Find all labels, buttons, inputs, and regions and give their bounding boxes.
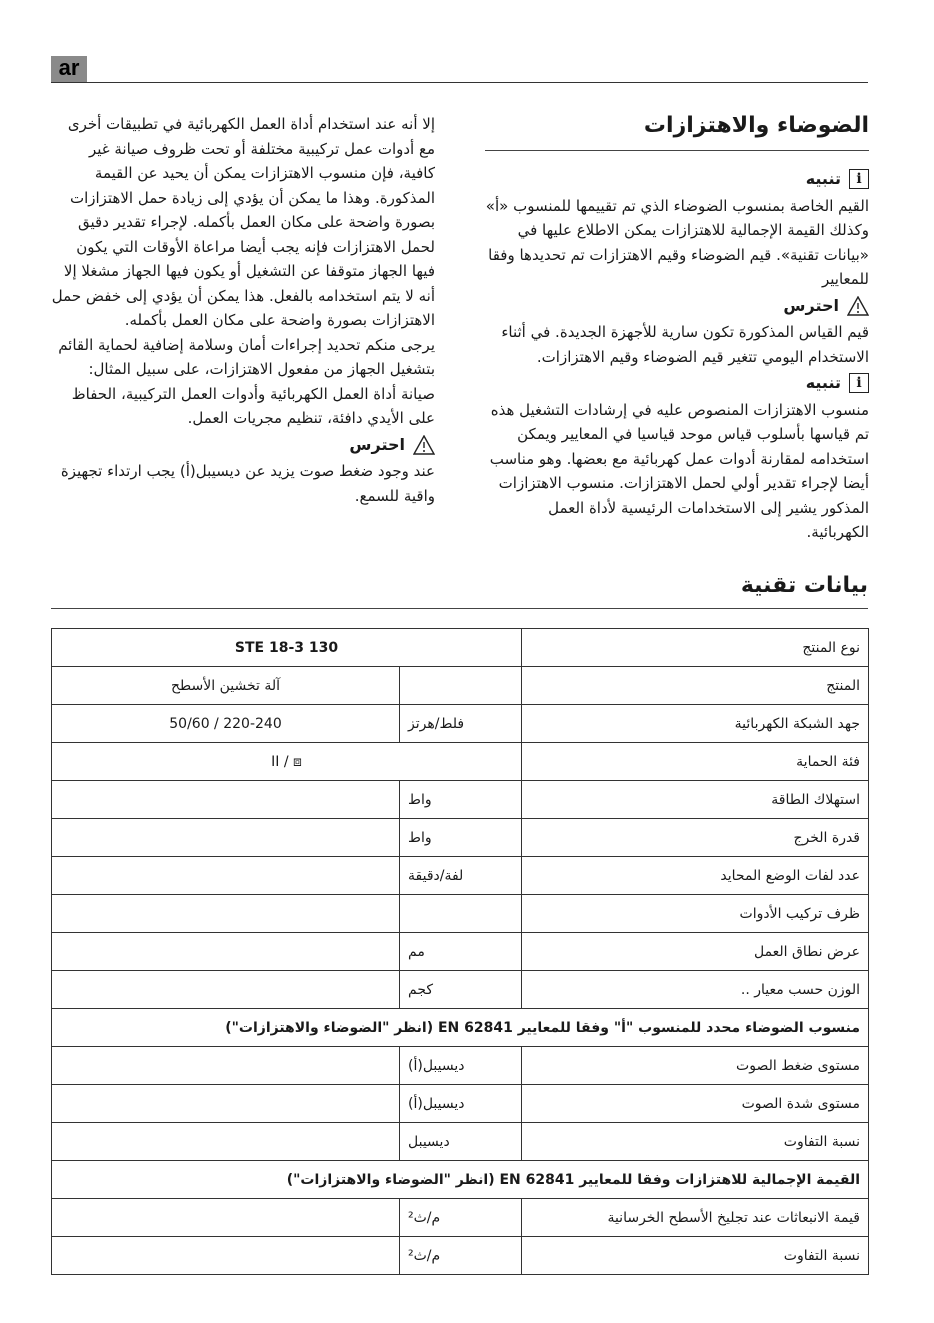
- row-value: II / ⧈: [52, 743, 522, 781]
- table-row: [52, 781, 869, 819]
- warning-label: احترس: [783, 295, 839, 315]
- section-heading: منسوب الضوضاء محدد للمنسوب "أ" وفقا للمعايير EN 62841 (انظر "الضوضاء والاهتزازات"): [52, 1009, 869, 1047]
- vibration-continued-section: [51, 112, 435, 508]
- warning-heading: [485, 294, 869, 319]
- info-icon: i: [849, 169, 869, 189]
- row-value: [52, 857, 400, 895]
- warning-triangle-icon: [847, 296, 869, 316]
- row-unit: م/ث²: [400, 1237, 522, 1275]
- table-row: [52, 1199, 869, 1237]
- row-value: 50/60 / 220-240: [52, 705, 400, 743]
- row-unit: [400, 895, 522, 933]
- paragraph: يرجى منكم تحديد إجراءات أمان وسلامة إضافية لحماية القائم بتشغيل الجهاز من مفعول الاهتزازات، على سبيل المثال: صيانة أداة العمل الكهربائية وأدوات العمل التركيبية، الحفاظ على الأيدي دافئة، تنظيم مجريات العمل.: [58, 335, 435, 427]
- row-value: [52, 1199, 400, 1237]
- row-unit: ديسيبل(أ): [400, 1047, 522, 1085]
- note-text: منسوب الاهتزازات المنصوص عليه في إرشادات التشغيل هذه تم قياسها بأسلوب قياس موحد قياسيا في المعايير ويمكن استخدامه لمقارنة أدوات عمل كهربائية مع بعضها. وهو مناسب أيضا لإجراء تقدير أولي لحمل الاهتزازات. منسوب الاهتزازات المذكور يشير إلى الاستخدامات الرئيسية لأداة العمل الكهربائية.: [489, 400, 869, 541]
- row-unit: مم: [400, 933, 522, 971]
- table-row: [52, 743, 869, 781]
- row-label: فئة الحماية: [522, 743, 869, 781]
- table-row: [52, 971, 869, 1009]
- row-label: قدرة الخرج: [522, 819, 869, 857]
- header-rule: [51, 82, 868, 83]
- table-row: [52, 1237, 869, 1275]
- row-value: [52, 781, 400, 819]
- warning-text: عند وجود ضغط صوت يزيد عن ديسيبل(أ) يجب ارتداء تجهيزة واقية للسمع.: [60, 462, 435, 505]
- row-value: [52, 1085, 400, 1123]
- tech-title-rule: [51, 608, 868, 609]
- row-value: [52, 1123, 400, 1161]
- language-badge: ar: [51, 56, 87, 82]
- note-label: تنبيه: [805, 169, 841, 188]
- table-row: [52, 933, 869, 971]
- noise-vibration-section: [485, 112, 869, 545]
- row-label: جهد الشبكة الكهربائية: [522, 705, 869, 743]
- row-value: [52, 1237, 400, 1275]
- row-unit: لفة/دقيقة: [400, 857, 522, 895]
- table-row: [52, 629, 869, 667]
- row-unit: واط: [400, 781, 522, 819]
- table-section-row: [52, 1009, 869, 1047]
- note-heading: [485, 371, 869, 396]
- info-icon: i: [849, 373, 869, 393]
- row-value: [52, 895, 400, 933]
- row-label: نسبة التفاوت: [522, 1123, 869, 1161]
- row-value: [52, 933, 400, 971]
- title-rule: [485, 150, 869, 151]
- row-label: نوع المنتج: [522, 629, 869, 667]
- warning-triangle-icon: [413, 435, 435, 455]
- row-unit: كجم: [400, 971, 522, 1009]
- table-row: [52, 857, 869, 895]
- section-title: الضوضاء والاهتزازات: [643, 113, 869, 138]
- table-section-row: [52, 1161, 869, 1199]
- row-unit: [400, 667, 522, 705]
- note-label: تنبيه: [805, 373, 841, 392]
- table-row: [52, 895, 869, 933]
- row-value: [52, 1047, 400, 1085]
- row-unit: فلط/هرتز: [400, 705, 522, 743]
- row-label: عرض نطاق العمل: [522, 933, 869, 971]
- row-label: المنتج: [522, 667, 869, 705]
- section-heading: القيمة الإجمالية للاهتزازات وفقا للمعايير EN 62841 (انظر "الضوضاء والاهتزازات"): [52, 1161, 869, 1199]
- specs-table: [51, 628, 869, 1275]
- note-text: القيم الخاصة بمنسوب الضوضاء الذي تم تقييمها للمنسوب «أ» وكذلك القيمة الإجمالية للاهتزازات يمكن الاطلاع عليها في «بيانات تقنية». قيم الضوضاء وقيم الاهتزازات تم تحديدها وفقا للمعايير: [485, 196, 869, 288]
- paragraph: إلا أنه عند استخدام أداة العمل الكهربائية في تطبيقات أخرى مع أدوات عمل تركيبية مختلفة أو تحت ظروف صيانة غير كافية، فإن منسوب الاهتزازات يمكن أن يحيد عن القيمة المذكورة. وهذا ما يمكن أن يؤدي إلى زيادة حمل الاهتزازات بصورة واضحة على مكان العمل بأكمله. لإجراء تقدير دقيق لحمل الاهتزازات فإنه يجب أيضا مراعاة الأوقات التي يكون فيها الجهاز متوقفا عن التشغيل أو يكون فيها الجهاز مشغلا إلا أنه لا يتم استخدامه بالفعل. هذا يمكن أن يؤدي إلى خفض حمل الاهتزازات بصورة واضحة على مكان العمل بأكمله.: [51, 115, 435, 329]
- row-label: استهلاك الطاقة: [522, 781, 869, 819]
- row-unit: ديسيبل: [400, 1123, 522, 1161]
- row-unit: واط: [400, 819, 522, 857]
- row-value: STE 18-3 130: [52, 629, 522, 667]
- note-heading: [485, 167, 869, 192]
- row-label: قيمة الانبعاثات عند تجليخ الأسطح الخرسانية: [522, 1199, 869, 1237]
- table-row: [52, 1085, 869, 1123]
- row-label: نسبة التفاوت: [522, 1237, 869, 1275]
- tech-data-title: بيانات تقنية: [740, 573, 868, 598]
- table-row: [52, 667, 869, 705]
- row-label: مستوى ضغط الصوت: [522, 1047, 869, 1085]
- row-value: آلة تخشين الأسطح: [52, 667, 400, 705]
- row-label: الوزن حسب معيار ..: [522, 971, 869, 1009]
- row-value: [52, 971, 400, 1009]
- warning-heading: [51, 433, 435, 458]
- row-unit: م/ث²: [400, 1199, 522, 1237]
- warning-text: قيم القياس المذكورة تكون سارية للأجهزة الجديدة. في أثناء الاستخدام اليومي تتغير قيم الضوضاء وقيم الاهتزازات.: [501, 323, 869, 366]
- row-label: مستوى شدة الصوت: [522, 1085, 869, 1123]
- table-row: [52, 705, 869, 743]
- table-row: [52, 819, 869, 857]
- row-unit: ديسيبل(أ): [400, 1085, 522, 1123]
- table-row: [52, 1123, 869, 1161]
- table-row: [52, 1047, 869, 1085]
- row-label: ظرف تركيب الأدوات: [522, 895, 869, 933]
- row-value: [52, 819, 400, 857]
- warning-label: احترس: [349, 434, 405, 454]
- row-label: عدد لفات الوضع المحايد: [522, 857, 869, 895]
